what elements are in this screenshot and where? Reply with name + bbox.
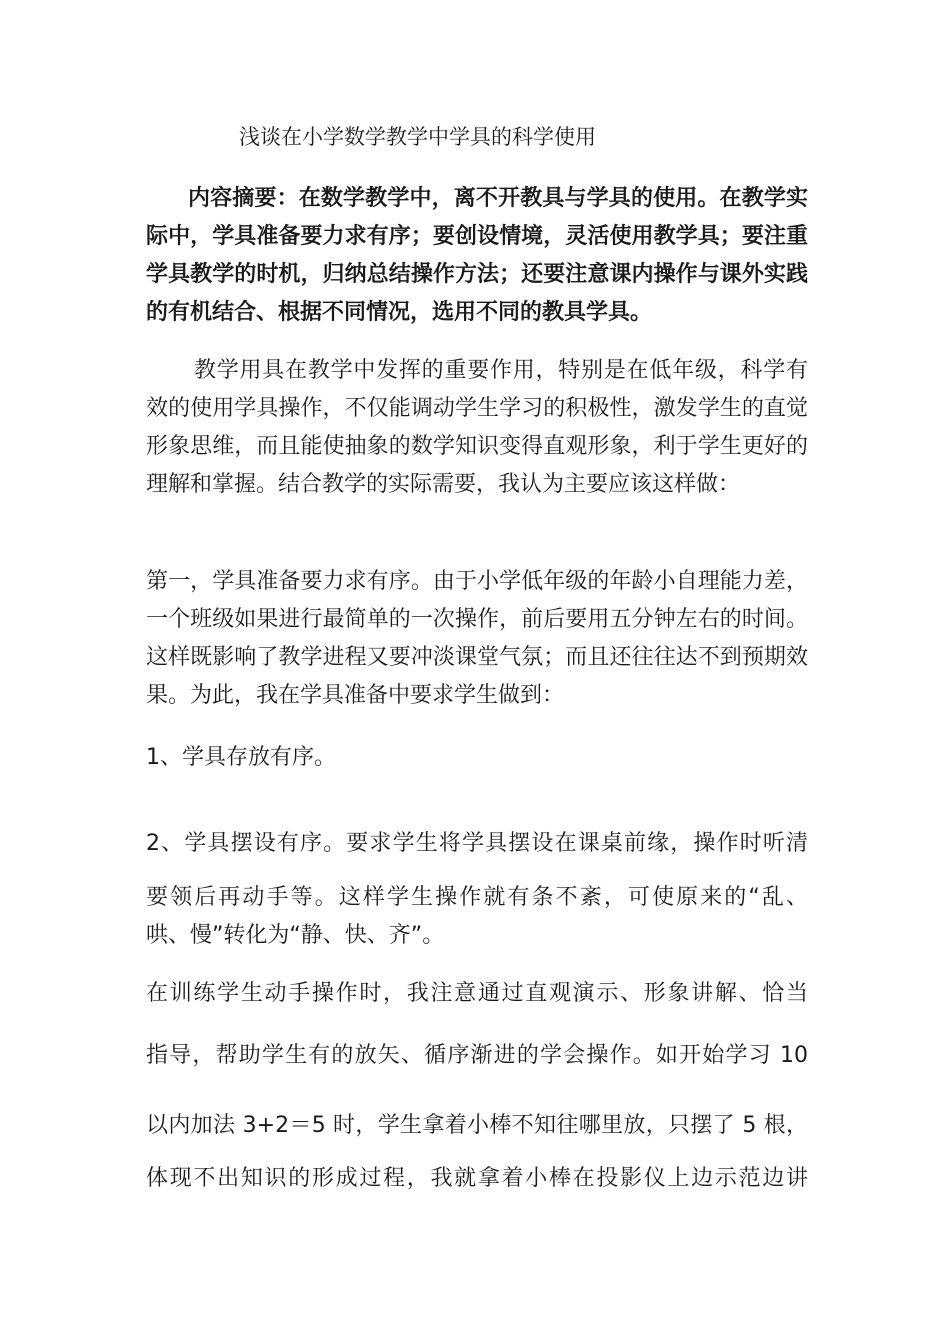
- abstract-paragraph: 内容摘要：在数学教学中，离不开教具与学具的使用。在教学实际中，学具准备要力求有序；要创设情境，灵活使用教学具；要注重学具教学的时机，归纳总结操作方法；还要注意课内操作与课外实践的有机结合、根据不同情况，选用不同的教具学具。: [146, 186, 808, 325]
- list-item-1: 1、学具存放有序。: [146, 745, 336, 770]
- training-line-2: 指导，帮助学生有的放矢、循序渐进的学会操作。如开始学习 10: [146, 1043, 808, 1068]
- training-line-3: 以内加法 3+2＝5 时，学生拿着小棒不知往哪里放，只摆了 5 根，: [146, 1113, 808, 1138]
- training-line-4: 体现不出知识的形成过程，我就拿着小棒在投影仪上边示范边讲: [146, 1166, 808, 1191]
- training-line-1: 在训练学生动手操作时，我注意通过直观演示、形象讲解、恰当: [146, 981, 808, 1006]
- intro-paragraph: 教学用具在教学中发挥的重要作用，特别是在低年级，科学有效的使用学具操作，不仅能调动学生学习的积极性，激发学生的直觉形象思维，而且能使抽象的数学知识变得直观形象，利于学生更好的理解和掌握。结合教学的实际需要，我认为主要应该这样做：: [146, 358, 808, 497]
- document-title: 浅谈在小学数学教学中学具的科学使用: [239, 125, 596, 149]
- list-item-2-line-1: 2、学具摆设有序。要求学生将学具摆设在课桌前缘，操作时听清: [146, 831, 808, 856]
- first-point-paragraph: 第一，学具准备要力求有序。由于小学低年级的年龄小自理能力差，一个班级如果进行最简单的一次操作，前后要用五分钟左右的时间。这样既影响了教学进程又要冲淡课堂气氛；而且还往往达不到预期效果。为此，我在学具准备中要求学生做到：: [146, 569, 808, 708]
- list-item-2-line-3: 哄、慢”转化为“静、快、齐”。: [146, 923, 445, 948]
- list-item-2-line-2: 要领后再动手等。这样学生操作就有条不紊，可使原来的“乱、: [146, 885, 808, 910]
